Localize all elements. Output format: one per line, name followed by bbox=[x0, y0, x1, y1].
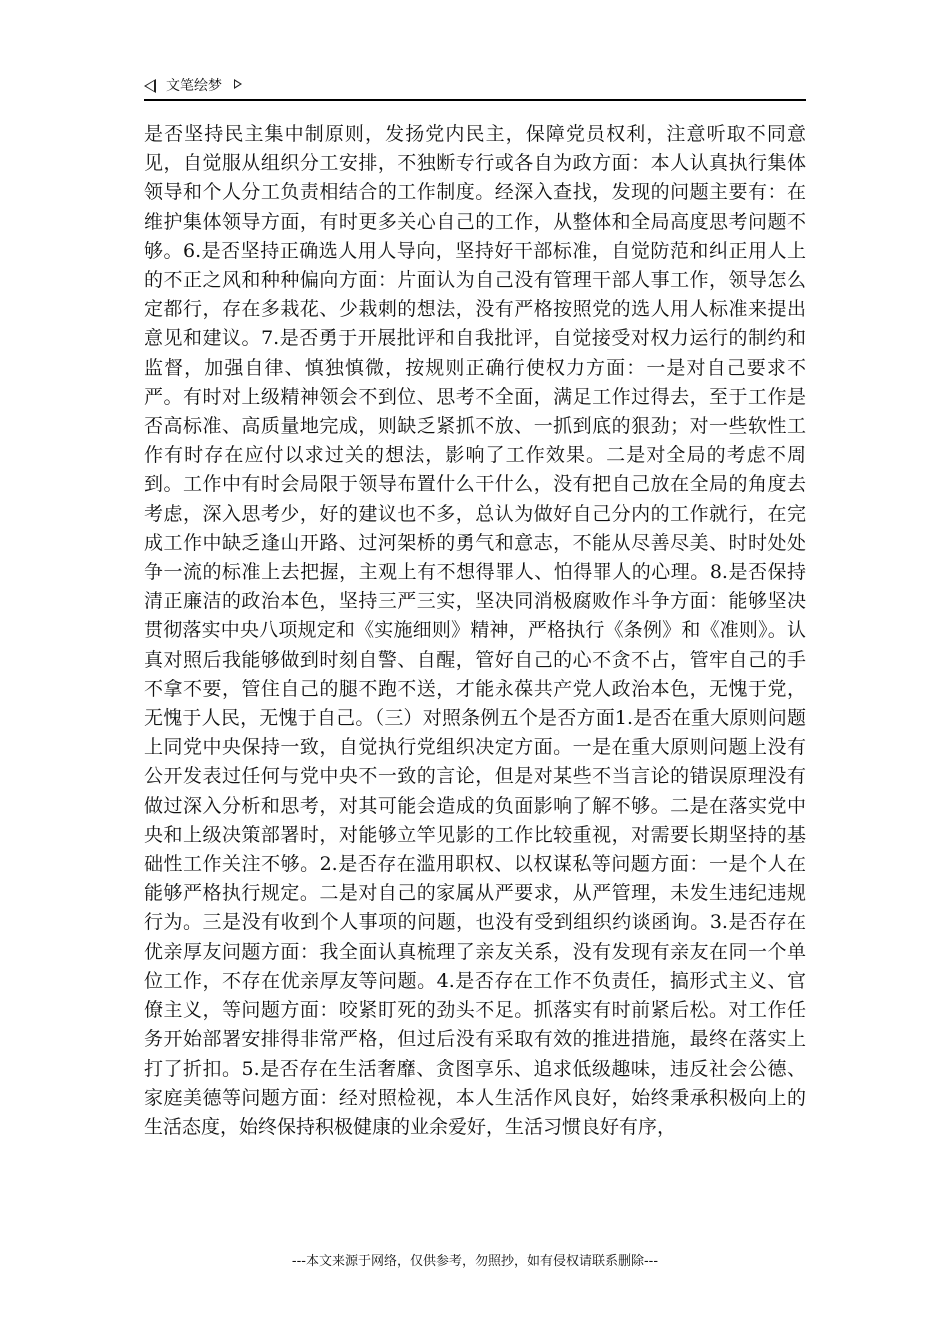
triangle-right-icon bbox=[234, 79, 242, 89]
triangle-left-icon bbox=[144, 79, 156, 93]
page-header bbox=[144, 76, 806, 96]
page-footer: ---本文来源于网络，仅供参考，勿照抄，如有侵权请联系删除--- bbox=[291, 1254, 659, 1269]
document-body: 是否坚持民主集中制原则，发扬党内民主，保障党员权利，注意听取不同意见，自觉服从组织分工安排，不独断专行或各自为政方面：本人认真执行集体领导和个人分工负责相结合的工作制度。经深入查找，发现的问题主要有：在维护集体领导方面，有时更多关心自己的工作，从整体和全局高度思考问题不够。6.是否坚持正确选人用人导向，坚持好干部标准，自觉防范和纠正用人上的不正之风和种种偏向方面：片面认为自己没有管理干部人事工作，领导怎么定都行，存在多栽花、少栽刺的想法，没有严格按照党的选人用人标准来提出意见和建议。7.是否勇于开展批评和自我批评，自觉接受对权力运行的制约和监督，加强自律、慎独慎微，按规则正确行使权力方面：一是对自己要求不严。有时对上级精神领会不到位、思考不全面，满足工作过得去，至于工作是否高标准、高质量地完成，则缺乏紧抓不放、一抓到底的狠劲；对一些软性工作有时存在应付以求过关的想法，影响了工作效果。二是对全局的考虑不周到。工作中有时会局限于领导布置什么干什么，没有把自己放在全局的角度去考虑，深入思考少，好的建议也不多，总认为做好自己分内的工作就行，在完成工作中缺乏逢山开路、过河架桥的勇气和意志，不能从尽善尽美、时时处处争一流的标准上去把握，主观上有不想得罪人、怕得罪人的心理。8.是否保持清正廉洁的政治本色，坚持三严三实，坚决同消极腐败作斗争方面：能够坚决贯彻落实中央八项规定和《实施细则》精神，严格执行《条例》和《准则》。认真对照后我能够做到时刻自警、自醒，管好自己的心不贪不占，管牢自己的手不拿不要，管住自己的腿不跑不送，才能永葆共产党人政治本色，无愧于党，无愧于人民，无愧于自己。（三）对照条例五个是否方面1.是否在重大原则问题上同党中央保持一致，自觉执行党组织决定方面。一是在重大原则问题上没有公开发表过任何与党中央不一致的言论，但是对某些不当言论的错误原理没有做过深入分析和思考，对其可能会造成的负面影响了解不够。二是在落实党中央和上级决策部署时，对能够立竿见影的工作比较重视，对需要长期坚持的基础性工作关注不够。2.是否存在滥用职权、以权谋私等问题方面：一是个人在能够严格执行规定。二是对自己的家属从严要求，从严管理，未发生违纪违规行为。三是没有收到个人事项的问题，也没有受到组织约谈函询。3.是否存在优亲厚友问题方面：我全面认真梳理了亲友关系，没有发现有亲友在同一个单位工作，不存在优亲厚友等问题。4.是否存在工作不负责任，搞形式主义、官僚主义，等问题方面：咬紧盯死的劲头不足。抓落实有时前紧后松。对工作任务开始部署安排得非常严格，但过后没有采取有效的推进措施，最终在落实上打了折扣。5.是否存在生活奢靡、贪图享乐、追求低级趣味，违反社会公德、家庭美德等问题方面：经对照检视，本人生活作风良好，始终秉承积极向上的生活态度，始终保持积极健康的业余爱好，生活习惯良好有序， bbox=[144, 123, 806, 1138]
brand-name: 文笔绘梦 bbox=[166, 78, 222, 94]
header-divider bbox=[144, 99, 806, 101]
